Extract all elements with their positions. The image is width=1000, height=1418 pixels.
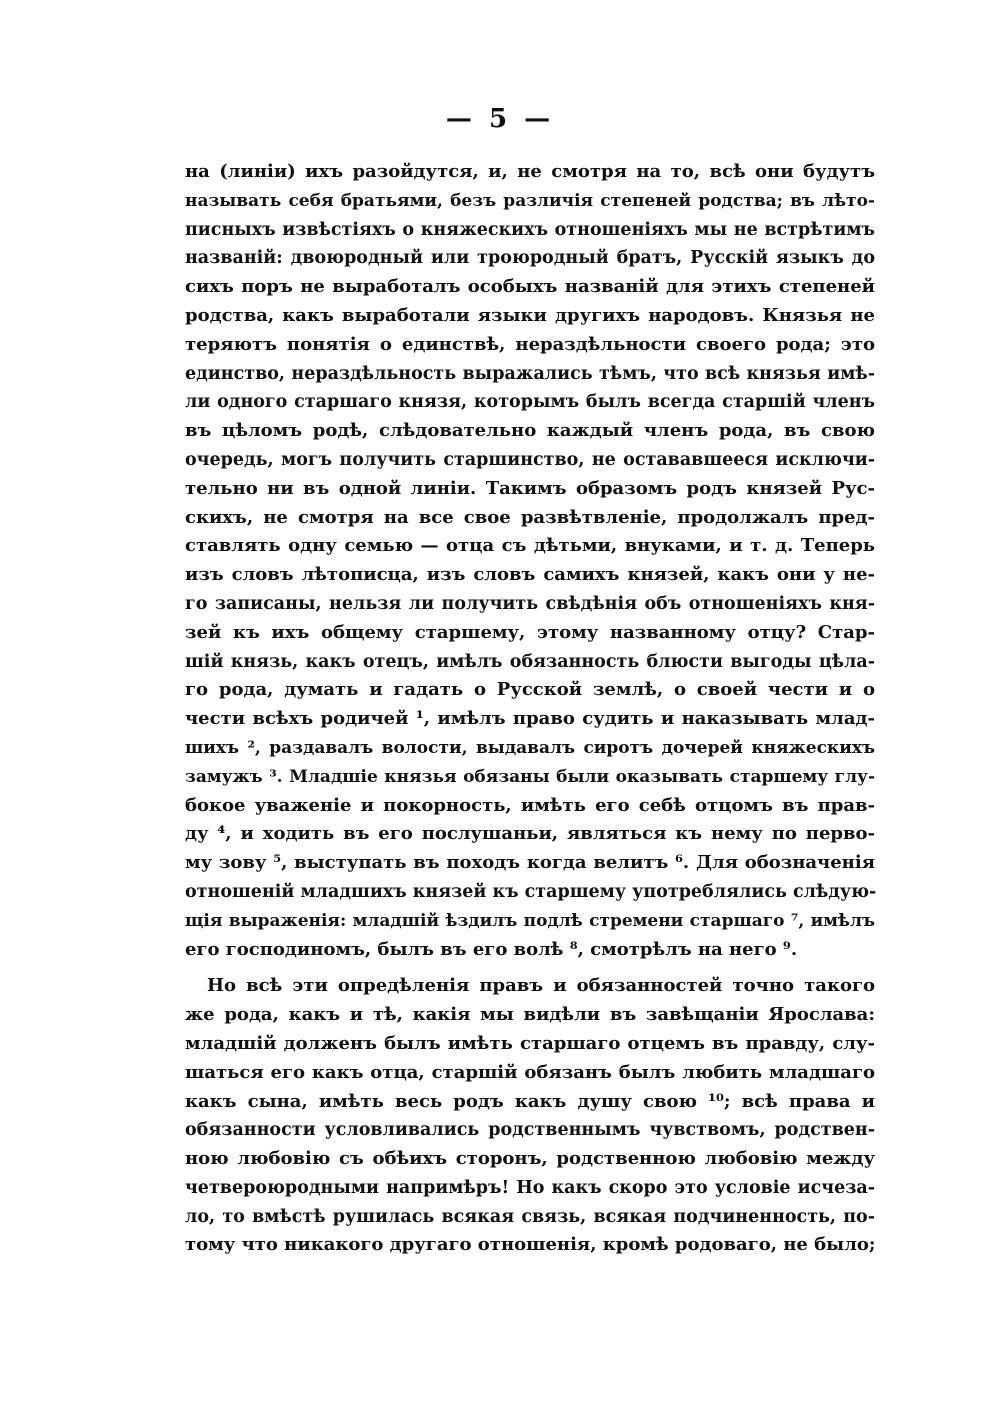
text-line: называть себя братьями, безъ различія степеней родства; въ лѣто-	[185, 190, 875, 211]
text-line: четвероюродными напримѣръ! Но какъ скоро это условіе исчеза-	[185, 1177, 875, 1198]
text-line: отношеній младшихъ князей къ старшему употреблялись слѣдую-	[185, 881, 877, 902]
text-line: очередь, могъ получить старшинство, не остававшееся исключи-	[185, 449, 875, 470]
text-line: го записаны, нельзя ли получить свѣдѣнія объ отношеніяхъ кня-	[185, 593, 875, 614]
text-line: въ цѣломъ родѣ, слѣдовательно каждый членъ рода, въ свою	[185, 420, 875, 442]
text-line: младшій долженъ былъ имѣть старшаго отцемъ въ правду, слу-	[185, 1032, 875, 1054]
text-line: изъ словъ лѣтописца, изъ словъ самихъ князей, какъ они у не-	[185, 564, 875, 586]
text-line: тому что никакого другаго отношенія, кромѣ родоваго, не было;	[185, 1234, 876, 1256]
text-line: ною любовію съ обѣихъ сторонъ, родственною любовію между	[185, 1148, 875, 1170]
text-line: тельно ни въ одной линіи. Такимъ образомъ родъ князей Рус-	[185, 477, 875, 499]
page-number: — 5 —	[445, 104, 555, 134]
text-line: чести всѣхъ родичей ¹, имѣлъ право судить и наказывать млад-	[185, 708, 875, 730]
text-line: единство, нераздѣльность выражались тѣмъ, что всѣ князья имѣ-	[185, 363, 875, 384]
text-line: родства, какъ выработали языки другихъ народовъ. Князья не	[185, 304, 875, 326]
text-line: ду ⁴, и ходить въ его послушаньи, являться къ нему по перво-	[185, 823, 875, 845]
text-line: какъ сына, имѣть весь родъ какъ душу свою ¹⁰; всѣ права и	[185, 1090, 875, 1112]
text-line: скихъ, не смотря на все свое развѣтвленіе, продолжалъ пред-	[185, 506, 875, 528]
text-line: его господиномъ, былъ въ его волѣ ⁸, смотрѣлъ на него ⁹.	[185, 938, 798, 960]
text-line: названій: двоюродный или троюродный братъ, Русскій языкъ до	[185, 248, 875, 269]
text-line: теряютъ понятія о единствѣ, нераздѣльности своего рода; это	[185, 333, 875, 355]
text-line: писныхъ извѣстіяхъ о княжескихъ отношеніяхъ мы не встрѣтимъ	[185, 219, 875, 240]
text-line: шій князь, какъ отецъ, имѣлъ обязанность блюсти выгоды цѣла-	[185, 651, 875, 672]
text-line: му зову ⁵, выступать въ походъ когда велитъ ⁶. Для обозначенія	[185, 852, 875, 874]
text-line: же рода, какъ и тѣ, какія мы видѣли въ завѣщаніи Ярослава:	[185, 1004, 875, 1026]
text-line: шихъ ², раздавалъ волости, выдавалъ сиротъ дочерей княжескихъ	[185, 737, 875, 758]
text-line: зей къ ихъ общему старшему, этому названному отцу? Стар-	[185, 621, 875, 643]
text-line: Но всѣ эти опредѣленія правъ и обязанностей точно такого	[207, 975, 875, 997]
text-line: шаться его какъ отца, старшій обязанъ былъ любить младшаго	[185, 1061, 875, 1083]
body-text	[185, 158, 875, 1260]
text-line: ставлять одну семью — отца съ дѣтьми, внуками, и т. д. Теперь	[185, 535, 875, 557]
text-line: на (линіи) ихъ разойдутся, и, не смотря на то, всѣ они будутъ	[185, 161, 875, 182]
paragraph	[185, 158, 875, 964]
text-line: го рода, думать и гадать о Русской землѣ, о своей чести и о	[185, 679, 875, 701]
paragraph-gap	[185, 964, 875, 972]
text-line: бокое уваженіе и покорность, имѣть его себѣ отцомъ въ прав-	[185, 794, 875, 816]
text-line: сихъ поръ не выработалъ особыхъ названій для этихъ степеней	[185, 276, 875, 298]
text-line: щія выраженія: младшій ѣздилъ подлѣ стремени старшаго ⁷, имѣлъ	[185, 910, 875, 931]
text-line: обязанности условливались родственнымъ чувствомъ, родствен-	[185, 1120, 875, 1141]
text-line: ло, то вмѣстѣ рушилась всякая связь, всякая подчиненность, по-	[185, 1206, 875, 1227]
text-line: ли одного старшаго князя, которымъ былъ всегда старшій членъ	[185, 392, 875, 413]
text-line: замужъ ³. Младшіе князья обязаны были оказывать старшему глу-	[185, 766, 875, 787]
paragraph	[185, 972, 875, 1260]
